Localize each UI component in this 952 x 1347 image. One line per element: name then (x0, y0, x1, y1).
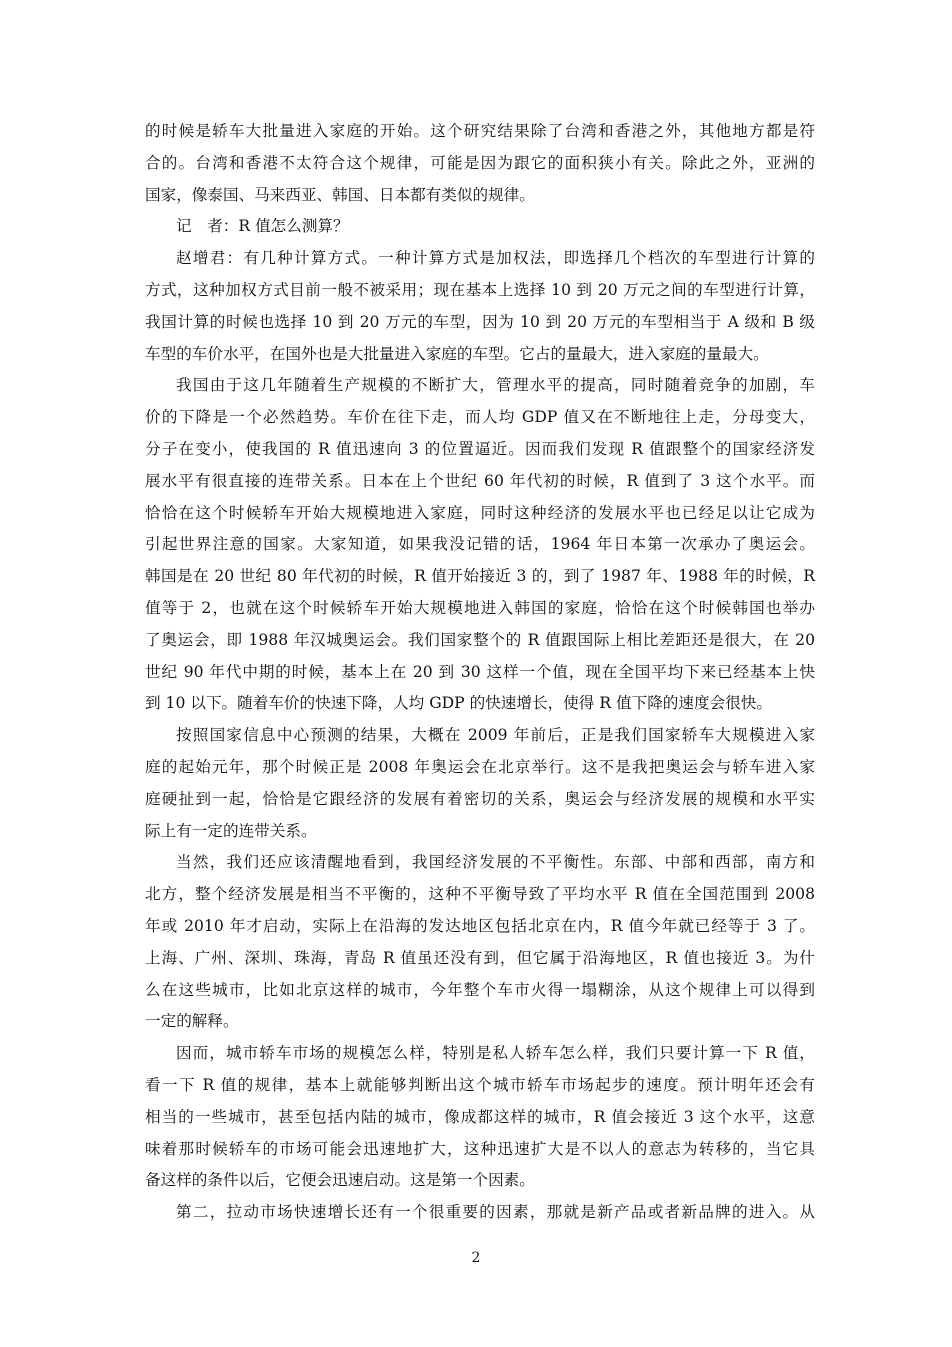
text-line: 庭硬扯到一起，恰恰是它跟经济的发展有着密切的关系，奥运会与经济发展的规模和水平实 (145, 789, 815, 808)
text-line: 引起世界注意的国家。大家知道，如果我没记错的话，1964 年日本第一次承办了奥运会。 (145, 535, 815, 554)
text-line: 际上有一定的连带关系。 (145, 821, 317, 840)
text-line: 展水平有很直接的连带关系。日本在上个世纪 60 年代初的时候，R 值到了 3 这个水平。而 (145, 471, 815, 490)
text-line: 值等于 2，也就在这个时候轿车开始大规模地进入韩国的家庭，恰恰在这个时候韩国也举办 (145, 598, 815, 617)
text-line: 上海、广州、深圳、珠海，青岛 R 值虽还没有到，但它属于沿海地区，R 值也接近 3。为什 (145, 948, 815, 967)
text-line: 按照国家信息中心预测的结果，大概在 2009 年前后，正是我们国家轿车大规模进入家 (176, 726, 815, 745)
text-line: 方式，这种加权方式目前一般不被采用；现在基本上选择 10 到 20 万元之间的车型进行计算， (145, 280, 815, 299)
text-line: 分子在变小，使我国的 R 值迅速向 3 的位置逼近。因而我们发现 R 值跟整个的国家经济发 (145, 439, 815, 458)
text-line: 当然，我们还应该清醒地看到，我国经济发展的不平衡性。东部、中部和西部，南方和 (176, 853, 815, 872)
text-line: 赵增君：有几种计算方式。一种计算方式是加权法，即选择几个档次的车型进行计算的 (176, 249, 815, 268)
text-line: 国家，像泰国、马来西亚、韩国、日本都有类似的规律。 (145, 185, 535, 204)
text-line: 看一下 R 值的规律，基本上就能够判断出这个城市轿车市场起步的速度。预计明年还会有 (145, 1075, 815, 1094)
page-number: 2 (471, 1250, 481, 1266)
body-text (145, 116, 815, 1229)
text-line: 第二，拉动市场快速增长还有一个很重要的因素，那就是新产品或者新品牌的进入。从 (176, 1203, 815, 1222)
text-line: 因而，城市轿车市场的规模怎么样，特别是私人轿车怎么样，我们只要计算一下 R 值， (176, 1044, 815, 1063)
text-line: 记 者：R 值怎么测算？ (176, 217, 349, 236)
text-line: 年或 2010 年才启动，实际上在沿海的发达地区包括北京在内，R 值今年就已经等于 3 了。 (145, 916, 815, 935)
text-line: 备这样的条件以后，它便会迅速启动。这是第一个因素。 (145, 1171, 535, 1190)
text-line: 一定的解释。 (145, 1012, 239, 1031)
text-line: 价的下降是一个必然趋势。车价在往下走，而人均 GDP 值又在不断地往上走，分母变大， (145, 408, 815, 427)
text-line: 恰恰在这个时候轿车开始大规模地进入家庭，同时这种经济的发展水平也已经足以让它成为 (145, 503, 815, 522)
text-line: 了奥运会，即 1988 年汉城奥运会。我们国家整个的 R 值跟国际上相比差距还是很大，在 20 (145, 630, 815, 649)
text-line: 到 10 以下。随着车价的快速下降，人均 GDP 的快速增长，使得 R 值下降的速度会很快。 (145, 694, 772, 713)
text-line: 味着那时候轿车的市场可能会迅速地扩大，这种迅速扩大是不以人的意志为转移的，当它具 (145, 1139, 815, 1158)
text-line: 么在这些城市，比如北京这样的城市，今年整个车市火得一塌糊涂，从这个规律上可以得到 (145, 980, 815, 999)
text-line: 相当的一些城市，甚至包括内陆的城市，像成都这样的城市，R 值会接近 3 这个水平，这意 (145, 1107, 815, 1126)
text-line: 世纪 90 年代中期的时候，基本上在 20 到 30 这样一个值，现在全国平均下来已经基本上快 (145, 662, 815, 681)
text-line: 合的。台湾和香港不太符合这个规律，可能是因为跟它的面积狭小有关。除此之外，亚洲的 (145, 153, 815, 172)
text-line: 我国由于这几年随着生产规模的不断扩大，管理水平的提高，同时随着竞争的加剧，车 (176, 376, 815, 395)
text-line: 韩国是在 20 世纪 80 年代初的时候，R 值开始接近 3 的，到了 1987 年、1988 年的时候，R (145, 567, 815, 586)
text-line: 我国计算的时候也选择 10 到 20 万元的车型，因为 10 到 20 万元的车型相当于 A 级和 B 级 (145, 312, 815, 331)
text-line: 的时候是轿车大批量进入家庭的开始。这个研究结果除了台湾和香港之外，其他地方都是符 (145, 122, 815, 140)
text-line: 北方，整个经济发展是相当不平衡的，这种不平衡导致了平均水平 R 值在全国范围到 2008 (145, 885, 815, 904)
text-line: 庭的起始元年，那个时候正是 2008 年奥运会在北京举行。这不是我把奥运会与轿车进入家 (145, 757, 815, 776)
text-line: 车型的车价水平，在国外也是大批量进入家庭的车型。它占的量最大，进入家庭的量最大。 (145, 344, 769, 363)
